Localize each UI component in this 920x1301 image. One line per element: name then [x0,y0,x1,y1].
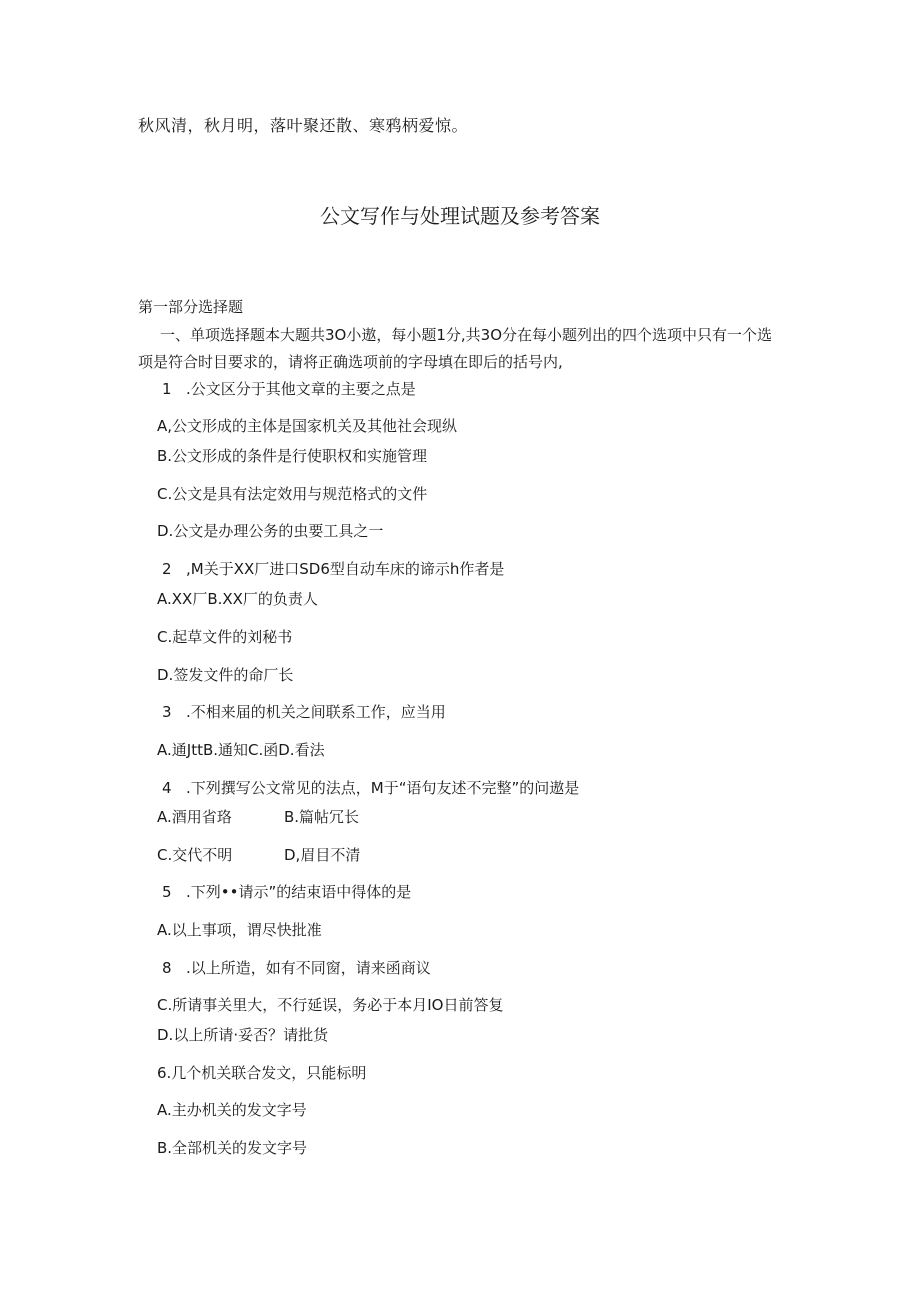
question-number: 2 [162,560,172,578]
question-6: 6.几个机关联合发文，只能标明 [157,1064,367,1082]
q2-option-d: D.签发文件的命厂长 [157,666,294,684]
q5-option-d: D.以上所请·妥否？请批货 [157,1026,329,1044]
q5-option-b [162,958,431,978]
question-4 [162,778,579,798]
q5-option-a: A.以上事项，谓尽快批准 [157,921,322,939]
question-number: 3 [162,703,172,721]
q6-option-b: B.全部机关的发文字号 [157,1139,308,1157]
q3-options: A.通JttB.通知C.函D.看法 [157,741,325,759]
q4-option-c: C.交代不明 [157,846,233,864]
question-number: 4 [162,779,172,797]
q1-option-d: D.公文是办理公务的虫要工具之一 [157,522,384,540]
q2-option-ab: A.XX厂B.XX厂的负责人 [157,590,318,608]
q1-option-a: A,公文形成的主体是国家机关及其他社会现纵 [157,417,458,435]
q6-option-a: A.主办机关的发文字号 [157,1101,307,1119]
q4-option-d: D,眉目不清 [284,846,361,864]
question-1 [162,379,416,399]
q1-option-c: C.公文是具有法定效用与规范格式的文件 [157,485,428,503]
option-number: 8 [162,959,172,977]
q4-option-b: B.篇帖冗长 [284,808,360,826]
question-text: .不相来届的机关之间联系工作，应当用 [186,703,446,721]
question-number: 5 [162,883,172,901]
section-heading: 第一部分选择题 [138,298,244,316]
q2-option-c: C.起草文件的刘秘书 [157,628,293,646]
q4-option-a: A.酒用省珞 [157,808,232,826]
q5-option-c: C.所请事关里大，不行延误，务必于本月IO日前答复 [157,996,504,1014]
poem-line: 秋风清，秋月明，落叶聚还散、寒鸦柄爱惊。 [138,116,469,135]
instruction-line-1: 一、单项选择题本大题共3O小遨，每小题1分,共3O分在每小题列出的四个选项中只有一个选 [160,326,773,344]
question-3 [162,702,446,722]
document-title: 公文写作与处理试题及参考答案 [320,204,600,228]
question-text: .下列••请示”的结束语中得体的是 [186,883,412,901]
question-text: .公文区分于其他文章的主要之点是 [186,380,416,398]
question-5 [162,882,411,902]
question-2 [162,559,504,579]
question-text: .下列撰写公文常见的法点，M于“语句友述不完整”的问遨是 [186,779,580,797]
question-text: ,M关于XX厂进口SD6型自动车床的谛示h作者是 [186,560,505,578]
instruction-line-2: 项是符合时目要求的，请将正确选项前的字母填在即后的括号内, [138,353,563,371]
question-number: 1 [162,380,172,398]
q1-option-b: B.公文形成的条件是行使职权和实施管理 [157,447,428,465]
option-text: .以上所造，如有不同窗，请来函商议 [186,959,431,977]
